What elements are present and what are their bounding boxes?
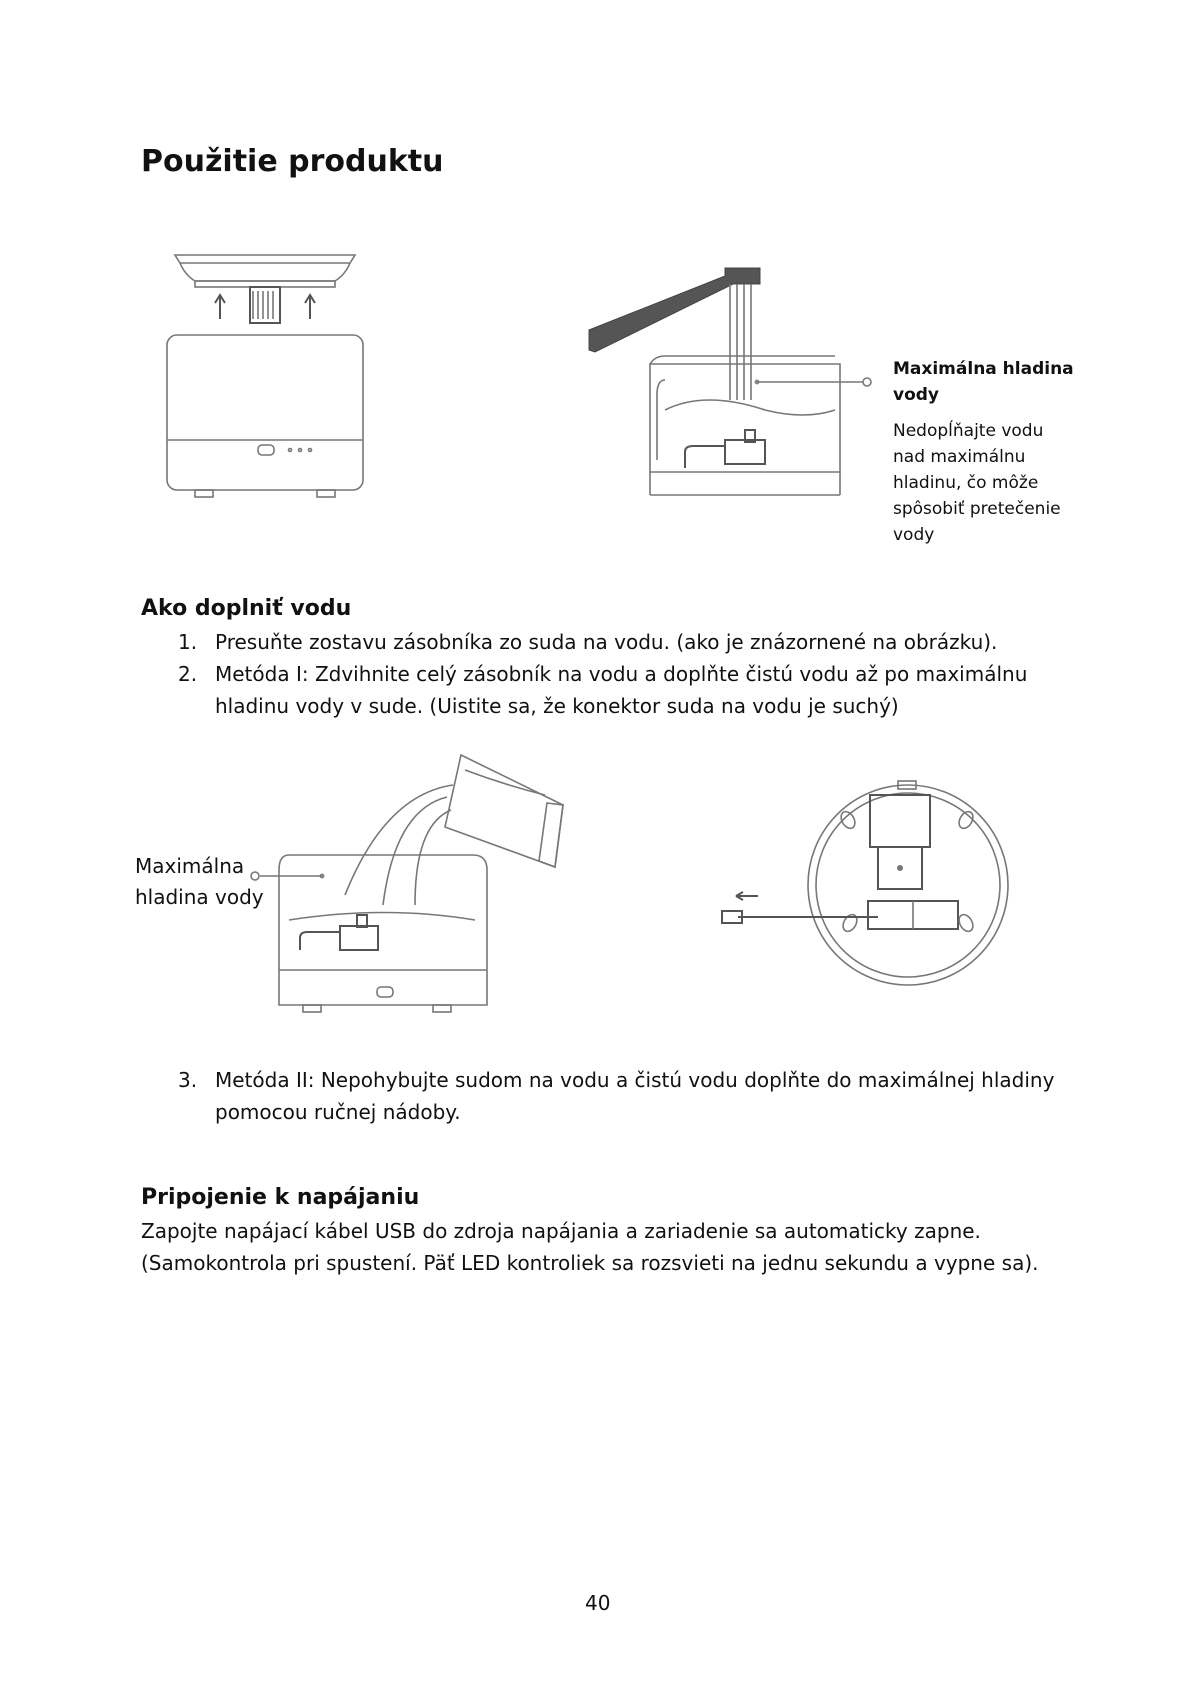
- list-item-number: 2.: [178, 662, 198, 686]
- callout-text-line: vody: [893, 525, 935, 545]
- fountain-disassembly-illustration: [155, 245, 375, 505]
- page-title: Použitie produktu: [141, 144, 444, 179]
- list-item-text: Metóda I: Zdvihnite celý zásobník na vodu a doplňte čistú vodu až po maximálnu: [215, 662, 1028, 686]
- page-number: 40: [585, 1591, 611, 1615]
- max-level-label-line2: hladina vody: [135, 885, 264, 909]
- callout-text-line: spôsobiť pretečenie: [893, 499, 1061, 519]
- refill-heading: Ako doplniť vodu: [141, 596, 352, 621]
- max-level-label: [135, 851, 264, 913]
- max-level-callout: [893, 356, 1074, 548]
- callout-title-line2: vody: [893, 385, 940, 405]
- callout-text-line: hladinu, čo môže: [893, 473, 1039, 493]
- list-item-text: pomocou ručnej nádoby.: [215, 1100, 461, 1124]
- callout-title-line1: Maximálna hladina: [893, 359, 1074, 379]
- tap-filling-illustration: [585, 270, 885, 510]
- bottom-view-cable-illustration: [718, 785, 1038, 1025]
- callout-text-line: nad maximálnu: [893, 447, 1026, 467]
- pouring-illustration: [265, 755, 605, 1015]
- power-text-line: (Samokontrola pri spustení. Päť LED kontroliek sa rozsvieti na jednu sekundu a vypne sa).: [141, 1251, 1039, 1275]
- list-item-text: hladinu vody v sude. (Uistite sa, že konektor suda na vodu je suchý): [215, 694, 899, 718]
- list-item-number: 1.: [178, 630, 198, 654]
- power-text-line: Zapojte napájací kábel USB do zdroja napájania a zariadenie sa automaticky zapne.: [141, 1219, 981, 1243]
- list-item-text: Presuňte zostavu zásobníka zo suda na vodu. (ako je znázornené na obrázku).: [215, 630, 998, 654]
- list-item-text: Metóda II: Nepohybujte sudom na vodu a čistú vodu doplňte do maximálnej hladiny: [215, 1068, 1055, 1092]
- callout-text-line: Nedopĺňajte vodu: [893, 421, 1044, 441]
- list-item-number: 3.: [178, 1068, 198, 1092]
- power-heading: Pripojenie k napájaniu: [141, 1185, 420, 1210]
- max-level-label-line1: Maximálna: [135, 854, 245, 878]
